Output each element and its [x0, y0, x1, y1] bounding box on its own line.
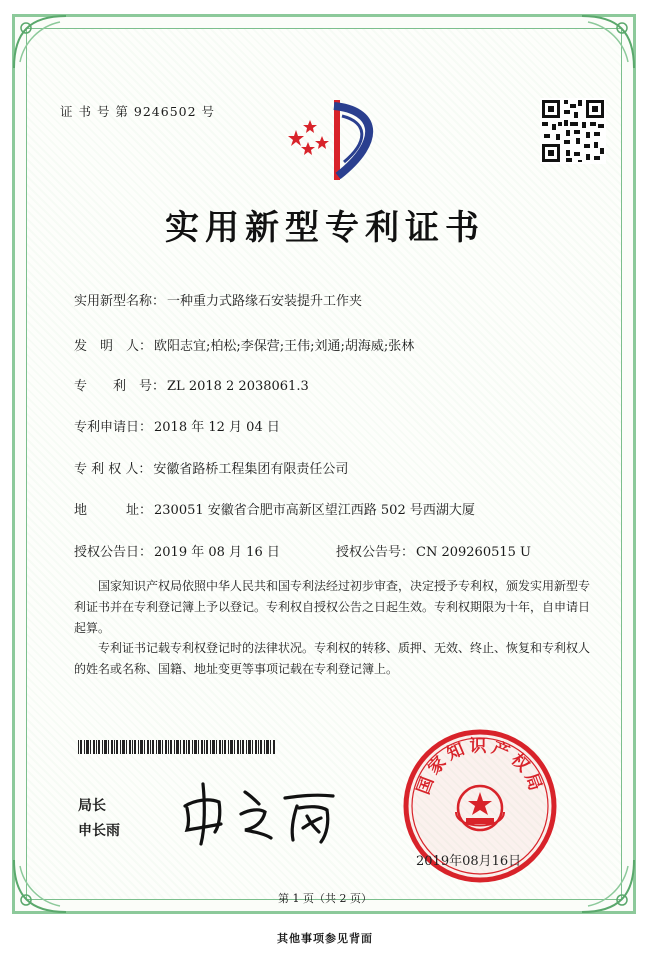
- field-label: 专 利 权 人：: [74, 462, 152, 477]
- field-label: 发 明 人：: [74, 339, 153, 354]
- field-value: 230051 安徽省合肥市高新区望江西路 502 号西湖大厦: [154, 503, 475, 518]
- field-label: 实用新型名称：: [74, 294, 166, 309]
- signer-title: 局长: [78, 798, 106, 814]
- field-value: CN 209260515 U: [416, 545, 531, 560]
- corner-ornament-icon: [578, 12, 638, 72]
- signer-name: 申长雨: [78, 823, 120, 839]
- cnipa-logo-icon: [286, 96, 386, 182]
- field-value: 2019 年 08 月 16 日: [154, 545, 280, 560]
- field-value: 欧阳志宜;柏松;李保营;王伟;刘通;胡海威;张林: [154, 339, 415, 354]
- field-announcement-date: [74, 541, 280, 560]
- seal-text: 国家知识产权局: [413, 736, 547, 798]
- qr-code-icon: [540, 98, 606, 164]
- field-value: 一种重力式路缘石安装提升工作夹: [167, 294, 363, 309]
- signature-icon: [175, 778, 345, 848]
- field-label: 授权公告号：: [336, 545, 415, 560]
- field-patent-number: [74, 375, 309, 394]
- field-announcement-number: [336, 541, 531, 560]
- field-address: [74, 499, 475, 518]
- corner-ornament-icon: [10, 12, 70, 72]
- field-label: 专 利 号：: [74, 379, 166, 394]
- certificate-number: 证 书 号 第 9246502 号: [60, 104, 216, 119]
- field-value: 安徽省路桥工程集团有限责任公司: [153, 462, 349, 477]
- field-label: 地 址：: [74, 503, 153, 518]
- field-value: ZL 2018 2 2038061.3: [167, 379, 309, 394]
- field-label: 专利申请日：: [74, 420, 153, 435]
- field-value: 2018 年 12 月 04 日: [154, 420, 280, 435]
- barcode-icon: [78, 740, 278, 754]
- footer-note: 其他事项参见背面: [277, 932, 373, 945]
- legal-status-paragraph: 专利证书记载专利权登记时的法律状况。专利权的转移、质押、无效、终止、恢复和专利权人的姓名或名称、国籍、地址变更等事项记载在专利登记簿上。: [74, 641, 591, 676]
- grant-paragraph: 国家知识产权局依照中华人民共和国专利法经过初步审查，决定授予专利权，颁发实用新型专利证书并在专利登记簿上予以登记。专利权自授权公告之日起生效。专利权期限为十年，自申请日起算。: [74, 579, 591, 635]
- seal-date: 2019年08月16日: [416, 854, 522, 869]
- document-title: 实用新型专利证书: [165, 208, 485, 248]
- page-number: 第 1 页（共 2 页）: [278, 892, 372, 905]
- field-label: 授权公告日：: [74, 545, 153, 560]
- field-patentee: [74, 458, 348, 477]
- field-inventors: [74, 335, 414, 354]
- field-application-date: [74, 416, 280, 435]
- field-utility-model-name: [74, 290, 362, 309]
- corner-ornament-icon: [10, 856, 70, 916]
- corner-ornament-icon: [578, 856, 638, 916]
